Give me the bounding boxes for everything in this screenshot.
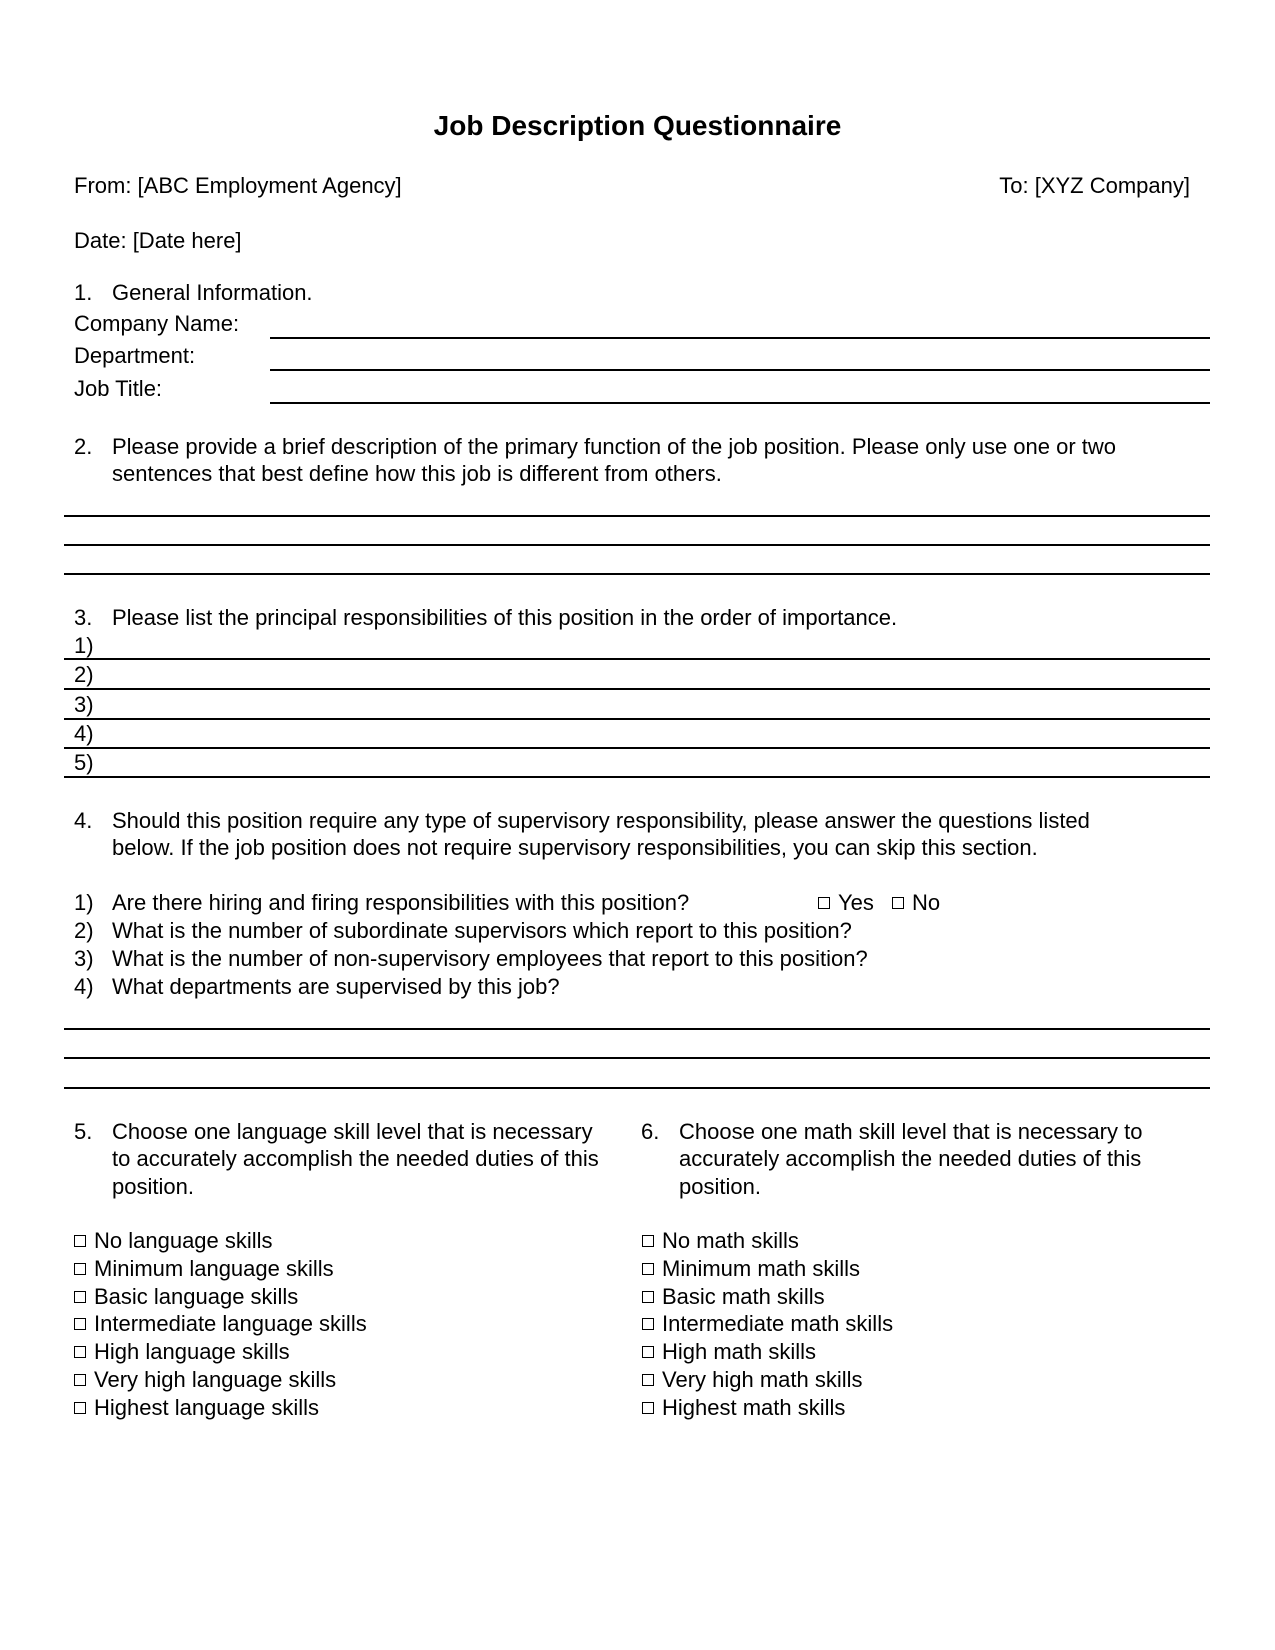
language-option-6[interactable] [74, 1369, 336, 1391]
math-option-4[interactable] [642, 1313, 893, 1335]
supervisory-question-2 [74, 920, 852, 942]
section1-number: 1. [74, 280, 93, 305]
no-label: No [912, 890, 941, 915]
question-text: What is the number of subordinate supervisors which report to this position? [112, 918, 852, 943]
section5-number: 5. [74, 1119, 93, 1144]
option-label: Basic language skills [94, 1284, 299, 1309]
company-name-field[interactable] [270, 337, 1210, 339]
section4-number: 4. [74, 808, 93, 833]
responsibility-line-5[interactable] [64, 776, 1210, 778]
language-option-1[interactable] [74, 1230, 273, 1252]
section6-line2: accurately accomplish the needed duties of this [679, 1146, 1142, 1171]
language-option-7[interactable] [74, 1397, 319, 1419]
math-option-6[interactable] [642, 1369, 863, 1391]
supervisory-question-3 [74, 948, 868, 970]
checkbox-icon[interactable] [74, 1235, 86, 1247]
language-option-4[interactable] [74, 1313, 367, 1335]
section6-number: 6. [641, 1119, 660, 1144]
math-option-7[interactable] [642, 1397, 845, 1419]
section1-heading [74, 282, 313, 304]
language-option-3[interactable] [74, 1286, 298, 1308]
no-option[interactable] [892, 892, 940, 914]
section6-text1: Choose one math skill level that is necessary to [679, 1119, 1143, 1144]
math-option-3[interactable] [642, 1286, 825, 1308]
checkbox-icon[interactable] [642, 1291, 654, 1303]
section5-text1: Choose one language skill level that is necessary [112, 1119, 593, 1144]
option-label: High math skills [662, 1339, 817, 1364]
checkbox-icon[interactable] [642, 1235, 654, 1247]
option-label: Highest math skills [662, 1395, 846, 1420]
responsibility-label-3: 3) [74, 692, 94, 717]
date-text: Date: [Date here] [74, 228, 242, 253]
section5-line1 [74, 1121, 593, 1143]
option-label: Basic math skills [662, 1284, 825, 1309]
description-line-3[interactable] [64, 573, 1210, 575]
responsibility-line-1[interactable] [64, 658, 1210, 660]
department-field[interactable] [270, 369, 1210, 371]
math-option-1[interactable] [642, 1230, 799, 1252]
responsibility-line-3[interactable] [64, 718, 1210, 720]
option-label: No math skills [662, 1228, 799, 1253]
section4-line2: below. If the job position does not require supervisory responsibilities, you can skip this section. [112, 835, 1038, 860]
section2-line1 [74, 436, 1116, 458]
section1-title: General Information. [112, 280, 313, 305]
responsibility-line-2[interactable] [64, 688, 1210, 690]
yes-label: Yes [838, 890, 874, 915]
option-label: Very high language skills [94, 1367, 337, 1392]
page-title: Job Description Questionnaire [433, 110, 842, 141]
responsibility-label-1: 1) [74, 633, 94, 658]
checkbox-icon[interactable] [642, 1346, 654, 1358]
checkbox-icon[interactable] [642, 1318, 654, 1330]
language-option-2[interactable] [74, 1258, 334, 1280]
description-line-1[interactable] [64, 515, 1210, 517]
language-option-5[interactable] [74, 1341, 290, 1363]
checkbox-icon[interactable] [818, 897, 830, 909]
department-label: Department: [74, 343, 196, 368]
math-option-2[interactable] [642, 1258, 860, 1280]
from-text: From: [ABC Employment Agency] [74, 173, 402, 198]
question-number: 2) [74, 918, 94, 943]
yes-option[interactable] [818, 892, 874, 914]
option-label: Highest language skills [94, 1395, 320, 1420]
to-text: To: [XYZ Company] [999, 173, 1190, 198]
responsibility-label-2: 2) [74, 662, 94, 687]
checkbox-icon[interactable] [74, 1374, 86, 1386]
section3-heading [74, 607, 897, 629]
section4-text1: Should this position require any type of supervisory responsibility, please answer the questions listed [112, 808, 1090, 833]
checkbox-icon[interactable] [642, 1374, 654, 1386]
option-label: Minimum language skills [94, 1256, 334, 1281]
section3-number: 3. [74, 605, 93, 630]
section5-line3: position. [112, 1174, 194, 1199]
checkbox-icon[interactable] [642, 1263, 654, 1275]
checkbox-icon[interactable] [74, 1291, 86, 1303]
responsibility-label-4: 4) [74, 721, 94, 746]
supervisory-question-1 [74, 892, 689, 914]
math-option-5[interactable] [642, 1341, 816, 1363]
supervisory-question-4 [74, 976, 560, 998]
departments-line-2[interactable] [64, 1057, 1210, 1059]
option-label: Minimum math skills [662, 1256, 861, 1281]
question-text: Are there hiring and firing responsibilities with this position? [112, 890, 690, 915]
option-label: Very high math skills [662, 1367, 863, 1392]
job-title-field[interactable] [270, 402, 1210, 404]
company-name-label: Company Name: [74, 311, 240, 336]
section3-text: Please list the principal responsibilities of this position in the order of importance. [112, 605, 898, 630]
departments-line-3[interactable] [64, 1087, 1210, 1089]
option-label: High language skills [94, 1339, 290, 1364]
responsibility-label-5: 5) [74, 750, 94, 775]
question-text: What departments are supervised by this job? [112, 974, 560, 999]
question-number: 4) [74, 974, 94, 999]
checkbox-icon[interactable] [74, 1346, 86, 1358]
description-line-2[interactable] [64, 544, 1210, 546]
section6-line3: position. [679, 1174, 761, 1199]
checkbox-icon[interactable] [642, 1402, 654, 1414]
option-label: Intermediate language skills [94, 1311, 367, 1336]
section6-line1 [641, 1121, 1142, 1143]
departments-line-1[interactable] [64, 1028, 1210, 1030]
question-number: 1) [74, 890, 94, 915]
question-text: What is the number of non-supervisory employees that report to this position? [112, 946, 868, 971]
section4-line1 [74, 810, 1090, 832]
section2-line2: sentences that best define how this job is different from others. [112, 461, 722, 486]
job-title-label: Job Title: [74, 376, 163, 401]
section2-text1: Please provide a brief description of the primary function of the job position. Please only use one or two [112, 434, 1117, 459]
checkbox-icon[interactable] [74, 1402, 86, 1414]
option-label: No language skills [94, 1228, 273, 1253]
checkbox-icon[interactable] [74, 1263, 86, 1275]
section5-line2: to accurately accomplish the needed duties of this [112, 1146, 599, 1171]
checkbox-icon[interactable] [74, 1318, 86, 1330]
responsibility-line-4[interactable] [64, 747, 1210, 749]
section2-number: 2. [74, 434, 93, 459]
option-label: Intermediate math skills [662, 1311, 894, 1336]
checkbox-icon[interactable] [892, 897, 904, 909]
question-number: 3) [74, 946, 94, 971]
